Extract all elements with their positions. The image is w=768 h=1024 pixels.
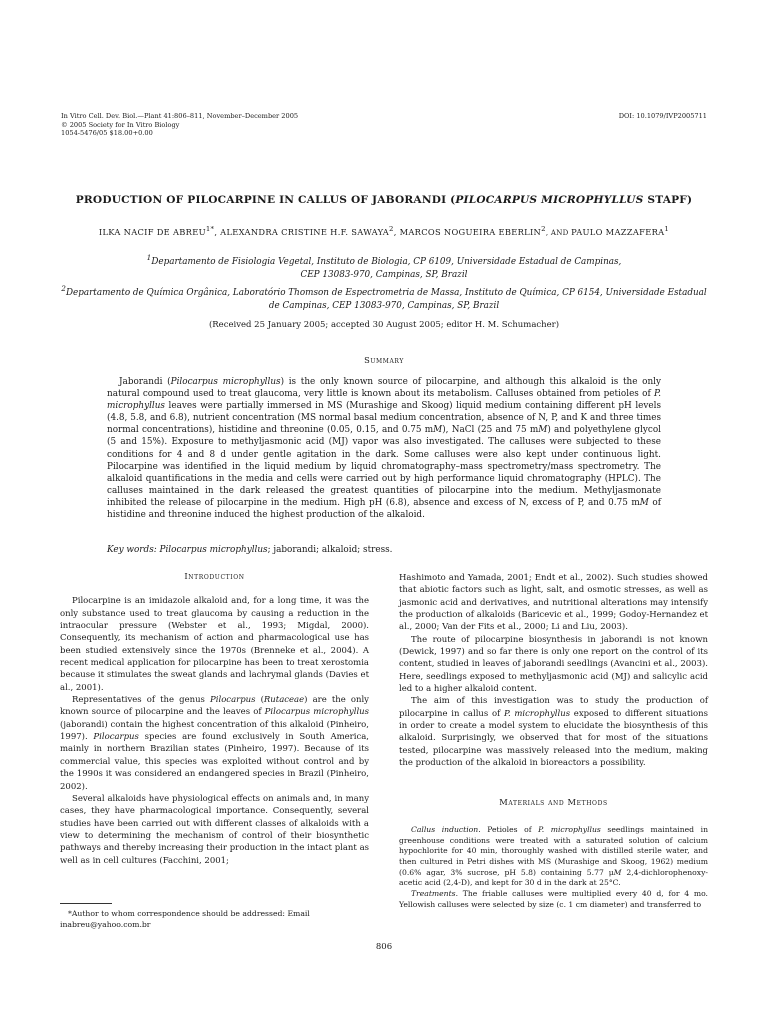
summary-italic: Pilocarpus microphyllus [170,377,281,387]
summary-italic: M [639,497,649,508]
italic-span: P. microphyllus [503,708,571,719]
author-and: , AND [545,228,572,237]
italic-span: Pilocarpus [93,732,139,743]
text-span: ( [255,695,264,706]
affil-sup: 2 [61,283,66,293]
paper-title [40,194,728,206]
text-span: The aim of this investigation was to study the production of pilocarpine in callus of [399,696,708,719]
affiliation-text: Departamento de Química Orgânica, Laboratório Thomson de Espectrometria de Massa, Instituto de Química, CP 6154, Universidade Estadual [65,287,707,298]
text-span: species are found exclusively in South America, mainly in northern Brazilian states (Pinheiro, 1997). Because of its commercial value, this species was exploited without control and by the 1990s it was considered an endangered species in Brazil (Pinheiro, 2002). [60,732,369,792]
affiliation-line [55,282,713,300]
affiliation-line [55,251,713,269]
summary-span: ), NaCl (25 and 75 m [442,425,539,436]
author-list [40,225,728,237]
affiliations [55,251,713,313]
received-dates: (Received 25 January 2005; accepted 30 August 2005; editor H. M. Schumacher) [208,320,560,330]
author-sup: 2 [389,225,394,233]
author: PAULO MAZZAFERA [571,226,665,237]
correspondence-footnote: *Author to whom correspondence should be addressed: Email inabreu@yahoo.com.br [60,909,310,929]
keywords [107,544,661,556]
affiliation-line: CEP 13083-970, Campinas, SP, Brazil [300,269,468,280]
subsection-label: Callus induction. [411,824,481,834]
citation-line: In Vitro Cell. Dev. Biol.—Plant 41:806–811, November–December 2005 [61,112,299,120]
affil-sup: 1 [146,253,152,262]
author-sup: 1* [205,225,215,233]
title-italic: PILOCARPUS MICROPHYLLUS [455,194,644,206]
text-span: seedlings maintained in greenhouse conditions were treated with a saturated solution of calcium hypochlorite for 40 min, thoroughly washed with distilled sterile water, and then cultured in Petri dishes with MS (Murashige and Skoog, 1962) medium (0.6% agar, 3% sucrose, pH 5.8) containing 5.77 μ [399,824,708,877]
text-span: The friable calluses were multiplied every 40 d, for 4 mo. Yellowish calluses were selected by size (c. 1 cm diameter) and transferred to [399,889,708,909]
methods-text [399,825,708,911]
keywords-label: Key words: [107,545,157,555]
citation-line: 1054-5476/05 $18.00+0.00 [61,129,153,138]
summary-span: Jaborandi ( [119,377,171,387]
intro-paragraph: Several alkaloids have physiological effects on animals and, in many cases, they have pharmacological importance. Consequently, several studies have been carried out with different classes of alkaloids with a view to determining the mechanism of control of their biosynthetic pathways and thereby increasing their production in the intact plant as well as in cell cultures (Facchini, 2001; [60,793,369,866]
author-sup: 1 [664,225,670,233]
italic-span: P. microphyllus [538,824,601,834]
author: , ALEXANDRA CRISTINE H.F. SAWAYA [214,226,390,237]
text-span: exposed to different situations in order to create a model system to elucidate the biosynthesis of this alkaloid. Surprisingly, we observed that for most of the situations tested, pilocarpine was massively released into the medium, making the production of the alkaloid in bioreactors a possibility. [399,708,708,769]
keywords-rest: ; jaborandi; alkaloid; stress. [267,545,393,555]
author: , MARCOS NOGUEIRA EBERLIN [393,226,542,237]
italic-span: Rutaceae [263,695,305,706]
text-span: Representatives of the genus [72,695,211,706]
methods-heading: Materials and Methods [499,796,608,807]
title-text-end: STAPF) [643,194,693,206]
italic-span: Pilocarpus microphyllus [264,707,369,718]
intro-paragraph [399,695,708,769]
keywords-italic: Pilocarpus microphyllus [156,545,268,555]
introduction-heading: Introduction [184,571,245,581]
summary-italic: M [433,425,443,436]
summary-italic: P. microphyllus [107,389,661,412]
methods-paragraph [399,825,708,889]
affiliation-text: Departamento de Fisiologia Vegetal, Instituto de Biologia, CP 6109, Universidade Estadual de Campinas, [151,256,622,267]
subsection-label: Treatments. [411,889,459,899]
right-column [399,572,708,910]
author: ILKA NACIF DE ABREU [98,226,206,237]
text-span: (jaborandi) contain the highest concentration of this alkaloid (Pinheiro, 1997). [60,719,369,743]
page-number: 806 [375,942,393,952]
doi: DOI: 10.1079/IVP2005711 [618,112,707,120]
summary-span: leaves were partially immersed in MS (Murashige and Skoog) liquid medium containing different pH levels (4.8, 5.8, and 6.8), nutrient concentration (MS normal basal medium concentration, absence of N, P, and K and three times normal concentrations), histidine and threonine (0.05, 0.15, and 0.75 m [107,401,661,436]
text-span: ) are the only known source of pilocarpine and the leaves of [60,695,369,718]
citation-line: © 2005 Society for In Vitro Biology [61,120,180,129]
methods-paragraph [399,889,708,910]
author-sup: 2 [541,225,546,233]
italic-span: Pilocarpus [210,695,256,706]
left-column [60,570,369,867]
summary-heading: Summary [364,355,404,365]
summary-text [107,376,661,521]
intro-paragraph: The route of pilocarpine biosynthesis in jaborandi is not known (Dewick, 1997) and so far there is only one report on the control of its content, studied in leaves of jaborandi seedlings (Avancini et al., 2003). Here, seedlings exposed to methyljasmonic acid (MJ) and salicylic acid led to a higher alkaloid content. [399,634,708,695]
intro-paragraph [60,694,369,793]
summary-italic: M [538,425,548,436]
text-span: Petioles of [480,824,539,834]
summary-span: ) is the only known source of pilocarpine, and although this alkaloid is the only natural compound used to treat glaucoma, very little is known about its metabolism. Calluses obtained from petioles of [107,377,661,400]
journal-citation [61,112,298,138]
affiliation-line: de Campinas, CEP 13083-970, Campinas, SP, Brazil [268,300,500,311]
summary-span: of histidine and threonine induced the highest production of the alkaloid. [107,497,661,521]
title-text: PRODUCTION OF PILOCARPINE IN CALLUS OF JABORANDI ( [75,194,456,206]
summary-span: ) and polyethylene glycol (5 and 15%). Exposure to methyljasmonic acid (MJ) vapor was also investigated. The calluses were subjected to these conditions for 4 and 8 d under gentle agitation in the dark. Some calluses were also kept under continuous light. Pilocarpine was identified in the liquid medium by liquid chromatography–mass spectrometry/mass spectrometry. The alkaloid quantifications in the media and cells were carried out by high performance liquid chromatography (HPLC). The calluses maintained in the dark released the greatest quantities of pilocarpine into the medium. Methyljasmonate inhibited the release of pilocarpine in the medium. High pH (6.8), absence and excess of N, excess of P, and 0.75 m [107,425,661,508]
italic-span: M [613,867,622,877]
footnote-rule [60,903,112,904]
intro-paragraph: Hashimoto and Yamada, 2001; Endt et al., 2002). Such studies showed that abiotic factors such as light, salt, and osmotic stresses, as well as jasmonic acid and derivatives, and nutritional alterations may intensify the production of alkaloids (Baricevic et al., 1999; Godoy-Hernandez et al., 2000; Van der Fits et al., 2000; Li and Liu, 2003). [399,573,708,633]
text-span: 2,4-dichlorophenoxy-acetic acid (2,4-D), and kept for 30 d in the dark at 25°C. [399,867,708,888]
intro-paragraph: Pilocarpine is an imidazole alkaloid and, for a long time, it was the only substance used to treat glaucoma by causing a reduction in the intraocular pressure (Webster et al., 1993; Migdal, 2000). Consequently, its mechanism of action and pharmacological use has been studied extensively since the 1970s (Brenneke et al., 2004). A recent medical application for pilocarpine has been to treat xerostomia because it stimulates the sweat glands and lachrymal glands (Davies et al., 2001). [60,596,369,693]
